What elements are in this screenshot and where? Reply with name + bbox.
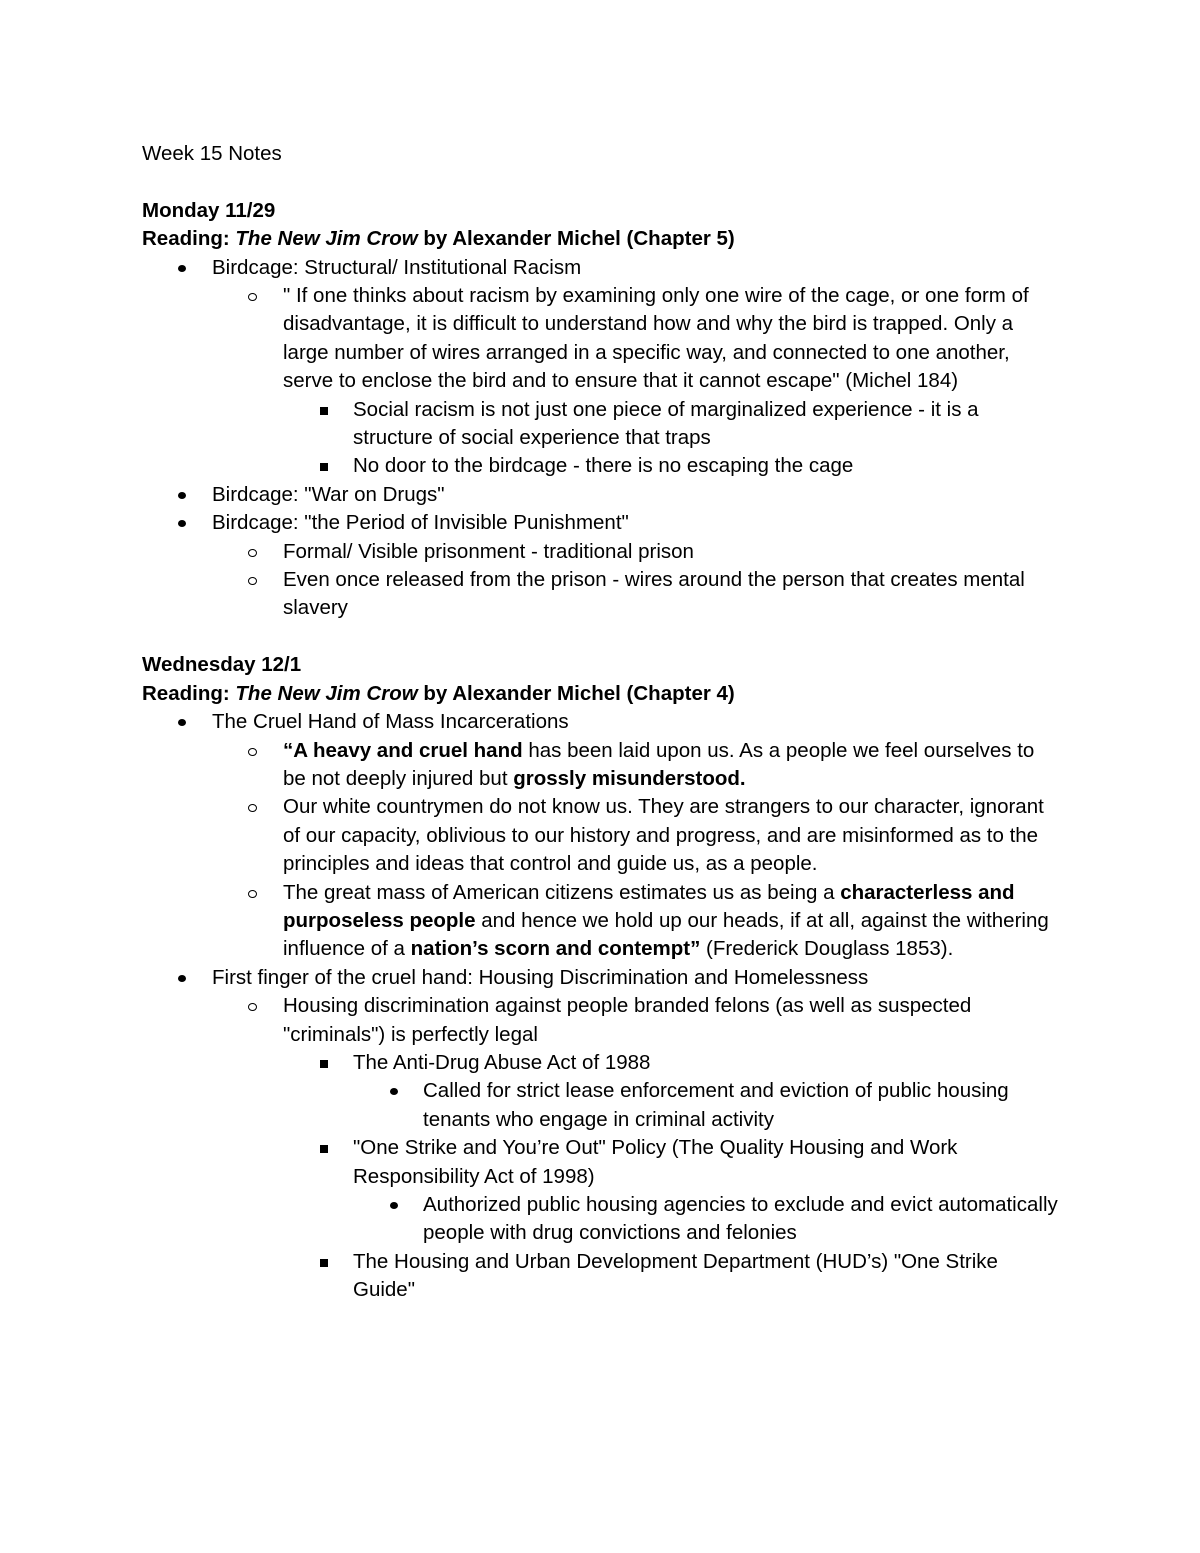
list-item — [142, 1077, 1062, 1134]
list-item — [142, 282, 1062, 396]
quote-text: and hence we hold up our heads, if at all, against the withering influence of a — [283, 908, 1049, 961]
list-item-text: First finger of the cruel hand: Housing Discrimination and Homelessness — [212, 965, 869, 989]
list-item — [142, 793, 1062, 878]
bullet-disc-icon — [178, 975, 186, 982]
list-item-text: "One Strike and You’re Out" Policy (The Quality Housing and Work Responsibility Act of 1998) — [353, 1136, 958, 1188]
document-page — [142, 140, 1062, 1305]
bullet-circle-icon — [248, 293, 257, 301]
list-item-text: Our white countrymen do not know us. They are strangers to our character, ignorant of our capacity, oblivious to our history and progress, and are misinformed as to the principles and ideas that control and guide us, as a people. — [283, 795, 1044, 876]
list-item — [142, 964, 1062, 992]
bullet-circle-icon — [248, 890, 257, 898]
list-item-text: Authorized public housing agencies to exclude and evict automatically people with drug convictions and felonies — [423, 1193, 1058, 1245]
quote-text: The great mass of American citizens estimates us as being a — [283, 880, 841, 904]
list-item-text: No door to the birdcage - there is no escaping the cage — [353, 454, 854, 478]
bullet-circle-icon — [248, 549, 257, 557]
reading-author-chapter: by Alexander Michel (Chapter 4) — [417, 681, 735, 705]
list-item — [142, 1191, 1062, 1248]
emphasis-text: nation’s scorn and contempt” — [410, 937, 701, 961]
wednesday-date-heading: Wednesday 12/1 — [142, 653, 302, 677]
list-item-text: The Housing and Urban Development Department (HUD’s) "One Strike Guide" — [353, 1249, 998, 1302]
document-title: Week 15 Notes — [142, 142, 282, 165]
list-item — [142, 708, 1062, 736]
emphasis-text: grossly misunderstood. — [513, 766, 746, 790]
bullet-circle-icon — [248, 804, 257, 812]
list-item — [142, 992, 1062, 1049]
spacer — [142, 623, 1062, 651]
quote-text: has been laid upon us. As a people we feel ourselves to be not deeply injured but — [283, 738, 1035, 790]
list-item-text: " If one thinks about racism by examining only one wire of the cage, or one form of disadvantage, it is difficult to understand how and why the bird is trapped. Only a large number of wires arranged in a specific way, and connected to one another, serve to enclose the bird and to ensure that it cannot escape" (Michel 184) — [283, 284, 1029, 393]
list-item-text: The Anti-Drug Abuse Act of 1988 — [353, 1050, 651, 1074]
reading-label: Reading: — [142, 681, 230, 705]
list-item-text — [283, 739, 1034, 790]
list-item — [142, 566, 1062, 623]
list-item — [142, 737, 1062, 794]
list-item — [142, 509, 1062, 537]
list-item-text: Housing discrimination against people branded felons (as well as suspected "criminals") is perfectly legal — [283, 994, 972, 1046]
reading-book-title: The New Jim Crow — [235, 227, 418, 251]
list-item-text: Called for strict lease enforcement and eviction of public housing tenants who engage in criminal activity — [423, 1079, 1009, 1131]
list-item — [142, 879, 1062, 964]
list-item — [142, 1248, 1062, 1305]
bullet-square-icon — [320, 1060, 328, 1068]
bullet-disc-icon — [178, 719, 186, 726]
list-item-text: Birdcage: "the Period of Invisible Punishment" — [212, 511, 629, 535]
list-item — [142, 452, 1062, 480]
list-item-text: Even once released from the prison - wires around the person that creates mental slavery — [283, 568, 1025, 620]
emphasis-text: “A heavy and cruel hand — [283, 738, 523, 762]
list-item — [142, 1049, 1062, 1077]
bullet-circle-icon — [248, 577, 257, 585]
bullet-disc-icon — [178, 265, 186, 272]
bullet-circle-icon — [248, 1003, 257, 1011]
list-item-text: Birdcage: "War on Drugs" — [212, 482, 445, 506]
list-item — [142, 254, 1062, 282]
reading-label: Reading: — [142, 227, 230, 251]
bullet-square-icon — [320, 463, 328, 471]
monday-reading-line — [142, 225, 1062, 253]
list-item-text: Social racism is not just one piece of marginalized experience - it is a structure of social experience that traps — [353, 397, 979, 450]
quote-text: (Frederick Douglass 1853). — [700, 937, 954, 961]
list-item-text: The Cruel Hand of Mass Incarcerations — [212, 710, 569, 734]
bullet-square-icon — [320, 1145, 328, 1153]
list-item-text — [283, 881, 1049, 961]
list-item — [142, 396, 1062, 453]
bullet-square-icon — [320, 407, 328, 415]
bullet-disc-icon — [390, 1202, 398, 1209]
list-item-text: Birdcage: Structural/ Institutional Racism — [212, 255, 582, 279]
list-item — [142, 1134, 1062, 1191]
bullet-square-icon — [320, 1259, 328, 1267]
list-item — [142, 538, 1062, 566]
spacer — [142, 168, 1062, 196]
monday-date-heading: Monday 11/29 — [142, 198, 276, 222]
emphasis-text: characterless and purposeless people — [283, 880, 1015, 932]
reading-book-title: The New Jim Crow — [235, 681, 418, 705]
bullet-disc-icon — [390, 1088, 398, 1095]
list-item-text: Formal/ Visible prisonment - traditional prison — [283, 539, 694, 563]
bullet-disc-icon — [178, 492, 186, 499]
wednesday-reading-line — [142, 680, 1062, 708]
bullet-disc-icon — [178, 520, 186, 527]
list-item — [142, 481, 1062, 509]
bullet-circle-icon — [248, 748, 257, 756]
reading-author-chapter: by Alexander Michel (Chapter 5) — [417, 227, 735, 251]
